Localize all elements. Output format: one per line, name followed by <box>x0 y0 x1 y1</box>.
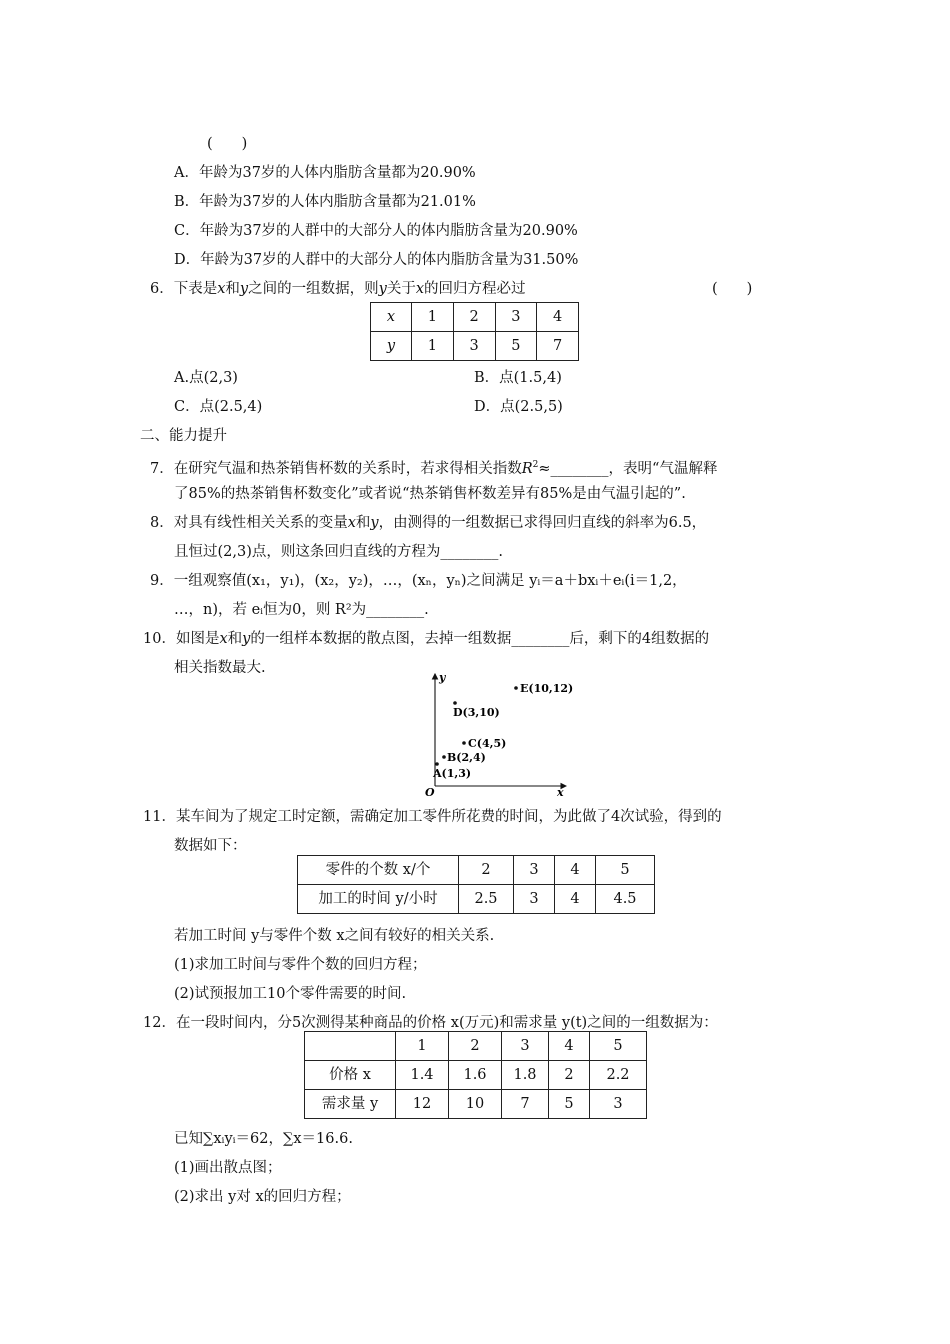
q8-number: 8． <box>150 515 174 531</box>
q12-header-blank <box>305 1032 396 1061</box>
q11-row2-label: 加工的时间 y/小时 <box>298 885 459 914</box>
q11-data-table <box>297 855 655 914</box>
q11-number: 11． <box>143 809 176 825</box>
q6-y-label: y <box>371 332 412 361</box>
q5-option-d: D．年龄为37岁的人群中的大部分人的体内脂肪含量为31.50% <box>174 252 579 268</box>
q12-price-cell: 1.6 <box>449 1061 502 1090</box>
point-c-label: C(4,5) <box>468 737 507 750</box>
q7-line-1: 7．在研究气温和热茶销售杯数的关系时，若求得相关指数$R^2\approx\_\_\_\_\_\_\_\_$，表明“气温解释 <box>150 460 718 477</box>
q11-x-cell: 3 <box>514 856 555 885</box>
q12-part-2: (2)求出 y对 x的回归方程； <box>174 1189 351 1205</box>
q6-var-x: x <box>217 281 226 297</box>
q8-text-1: 对具有线性相关关系的变量 <box>173 515 348 531</box>
origin-label: O <box>425 786 435 798</box>
q7-line-2: 了85%的热茶销售杯数变化”或者说“热茶销售杯数差异有85%是由气温引起的”. <box>174 486 686 502</box>
table-row <box>305 1032 647 1061</box>
q8-var-y: y <box>370 515 379 531</box>
q12-header-cell: 3 <box>502 1032 549 1061</box>
q12-demand-cell: 5 <box>549 1090 590 1119</box>
q11-x-cell: 4 <box>555 856 596 885</box>
q6-text-4: 关于 <box>386 281 416 297</box>
q9-line-2: …，n)，若 eᵢ恒为0，则 R²为________. <box>174 602 429 618</box>
q12-price-cell: 2 <box>549 1061 590 1090</box>
q12-text: 在一段时间内，分5次测得某种商品的价格 x(万元)和需求量 y(t)之间的一组数据为： <box>175 1015 718 1031</box>
q11-x-cell: 2 <box>459 856 514 885</box>
table-row <box>305 1061 647 1090</box>
section-heading: 二、能力提升 <box>140 428 227 444</box>
q6-var-x-2: x <box>415 281 425 297</box>
q10-text-3: 的一组样本数据的散点图，去掉一组数据________后，剩下的4组数据的 <box>250 631 710 647</box>
q11-y-cell: 2.5 <box>459 885 514 914</box>
q8-line-2: 且恒过(2,3)点，则这条回归直线的方程为________. <box>174 544 503 560</box>
q12-number: 12． <box>143 1015 176 1031</box>
point-a-label: A(1,3) <box>433 767 472 780</box>
q12-header-cell: 4 <box>549 1032 590 1061</box>
q10-number: 10． <box>143 631 176 647</box>
q5-option-a: A．年龄为37岁的人体内脂肪含量都为20.90% <box>174 165 476 181</box>
q12-header-cell: 2 <box>449 1032 502 1061</box>
table-row <box>305 1090 647 1119</box>
q6-y-cell: 5 <box>495 332 537 361</box>
q12-line-1 <box>143 1013 718 1033</box>
q10-text-1: 如图是 <box>175 631 220 647</box>
q10-var-y: y <box>242 631 251 647</box>
q8-var-x: x <box>347 515 356 531</box>
q6-option-d: D．点(2.5,5) <box>474 399 563 415</box>
point-a <box>435 762 439 766</box>
q11-y-cell: 4.5 <box>596 885 655 914</box>
q12-header-cell: 5 <box>590 1032 647 1061</box>
q12-price-cell: 1.8 <box>502 1061 549 1090</box>
q11-after-text: 若加工时间 y与零件个数 x之间有较好的相关关系. <box>174 928 495 944</box>
q6-stem <box>150 279 526 299</box>
q11-row1-label: 零件的个数 x/个 <box>298 856 459 885</box>
q6-option-c: C．点(2.5,4) <box>174 399 263 415</box>
point-d-label: D(3,10) <box>453 706 500 719</box>
point-e <box>514 686 518 690</box>
q9-line-1 <box>150 571 687 591</box>
q11-y-cell: 4 <box>555 885 596 914</box>
q11-part-1: (1)求加工时间与零件个数的回归方程； <box>174 957 427 973</box>
q6-x-cell: 2 <box>453 303 495 332</box>
q6-text-3: 之间的一组数据，则 <box>248 281 379 297</box>
q6-y-cell: 1 <box>412 332 454 361</box>
point-d <box>453 701 457 705</box>
q12-demand-cell: 7 <box>502 1090 549 1119</box>
q8-line-1 <box>150 513 706 533</box>
q7-number: 7． <box>150 460 174 477</box>
q6-x-label: x <box>371 303 412 332</box>
q6-y-cell: 7 <box>537 332 579 361</box>
q11-y-cell: 3 <box>514 885 555 914</box>
q6-text-1: 下表是 <box>173 281 218 297</box>
q6-x-cell: 4 <box>537 303 579 332</box>
q9-text: 一组观察值(x₁，y₁)，(x₂，y₂)，…，(xₙ，yₙ)之间满足 yᵢ＝a＋bxᵢ＋eᵢ(i＝1,2， <box>173 573 687 589</box>
y-axis-label: y <box>439 671 446 684</box>
q8-text-3: ，由测得的一组数据已求得回归直线的斜率为6.5， <box>378 515 707 531</box>
q7-var-r: R <box>521 460 533 477</box>
q10-line-1 <box>143 629 709 649</box>
point-b-label: B(2,4) <box>447 751 486 764</box>
q10-var-x: x <box>219 631 228 647</box>
q5-answer-paren: ( ) <box>207 136 248 152</box>
q11-line-2: 数据如下： <box>174 838 247 854</box>
point-e-label: E(10,12) <box>520 682 574 695</box>
q8-text-2: 和 <box>355 515 371 531</box>
q12-data-table <box>304 1031 647 1119</box>
q5-option-b: B．年龄为37岁的人体内脂肪含量都为21.01% <box>174 194 476 210</box>
q6-answer-paren: ( ) <box>712 281 753 297</box>
table-row <box>371 332 579 361</box>
q6-option-a: A.点(2,3) <box>174 370 238 386</box>
q6-x-cell: 3 <box>495 303 537 332</box>
q6-var-y-2: y <box>378 281 387 297</box>
q6-option-b: B．点(1.5,4) <box>474 370 562 386</box>
q6-var-y: y <box>239 281 249 297</box>
point-c <box>462 741 466 745</box>
table-row <box>298 885 655 914</box>
q12-demand-cell: 12 <box>396 1090 449 1119</box>
q10-scatter-plot <box>420 668 580 798</box>
q7-text-1: 在研究气温和热茶销售杯数的关系时，若求得相关指数 <box>173 460 522 477</box>
q6-y-cell: 3 <box>453 332 495 361</box>
q6-x-cell: 1 <box>412 303 454 332</box>
point-b <box>442 755 446 759</box>
q10-text-2: 和 <box>227 631 243 647</box>
q5-option-c: C．年龄为37岁的人群中的大部分人的体内脂肪含量为20.90% <box>174 223 578 239</box>
q12-part-1: (1)画出散点图； <box>174 1160 282 1176</box>
q12-price-cell: 2.2 <box>590 1061 647 1090</box>
q12-row2-label: 需求量 y <box>305 1090 396 1119</box>
q6-text-2: 和 <box>225 281 240 297</box>
q6-number: 6． <box>150 281 174 297</box>
q12-given: 已知∑xᵢyᵢ＝62，∑x＝16.6. <box>174 1131 353 1147</box>
q11-text: 某车间为了规定工时定额，需确定加工零件所花费的时间，为此做了4次试验，得到的 <box>175 809 722 825</box>
q12-price-cell: 1.4 <box>396 1061 449 1090</box>
x-axis-label: x <box>557 786 564 798</box>
q7-text-2: ≈________，表明“气温解释 <box>538 460 718 477</box>
q9-number: 9． <box>150 573 174 589</box>
table-row <box>298 856 655 885</box>
q12-demand-cell: 10 <box>449 1090 502 1119</box>
q11-line-1 <box>143 807 722 827</box>
q12-header-cell: 1 <box>396 1032 449 1061</box>
q12-row1-label: 价格 x <box>305 1061 396 1090</box>
q11-x-cell: 5 <box>596 856 655 885</box>
q10-line-2: 相关指数最大. <box>174 660 266 676</box>
q6-text-5: 的回归方程必过 <box>424 281 526 297</box>
q6-data-table <box>370 302 579 361</box>
table-row <box>371 303 579 332</box>
q12-demand-cell: 3 <box>590 1090 647 1119</box>
q11-part-2: (2)试预报加工10个零件需要的时间. <box>174 986 407 1002</box>
